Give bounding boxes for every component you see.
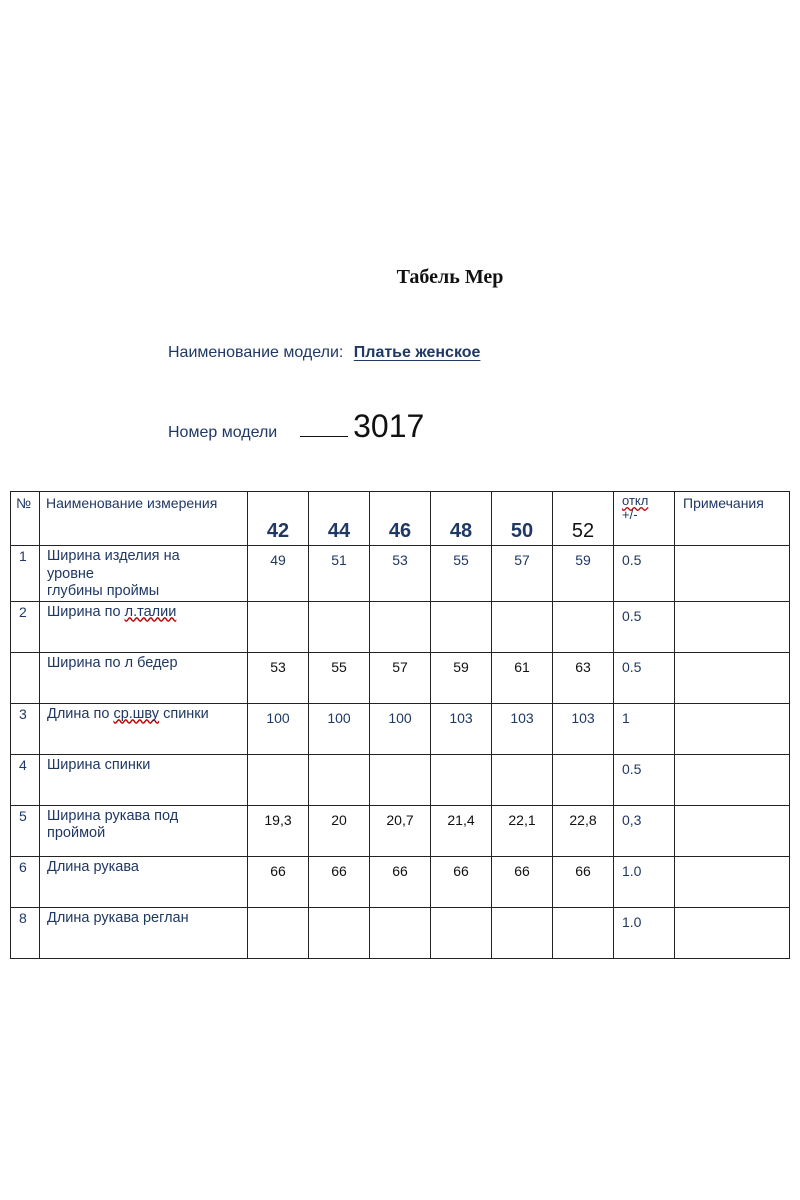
size-value	[431, 907, 492, 958]
size-value: 55	[309, 652, 370, 703]
measurement-name-line: проймой	[47, 825, 106, 841]
model-name-label: Наименование модели:	[168, 344, 344, 361]
measurement-name	[40, 754, 248, 805]
measurement-name-line: Ширина изделия на	[47, 548, 180, 564]
page-title: Табель Мер	[396, 266, 504, 288]
tolerance-value: 0.5	[614, 546, 675, 602]
table-row	[11, 754, 790, 805]
tolerance-value: 0.5	[614, 754, 675, 805]
header-size-50	[492, 492, 553, 546]
measurement-name-line: уровне	[47, 565, 94, 582]
measurement-name	[40, 856, 248, 907]
size-value: 49	[248, 546, 309, 602]
size-value: 61	[492, 652, 553, 703]
size-label: 42	[266, 520, 290, 542]
size-value: 59	[431, 652, 492, 703]
measurement-name-line: Длина рукава реглан	[47, 909, 189, 926]
size-value	[370, 601, 431, 652]
size-label: 48	[449, 520, 473, 542]
header-size-44	[309, 492, 370, 546]
size-value	[553, 601, 614, 652]
header-name: Наименование измерения	[40, 492, 248, 546]
size-value	[370, 907, 431, 958]
header-size-48	[431, 492, 492, 546]
size-value: 66	[492, 856, 553, 907]
tolerance-value: 0.5	[614, 652, 675, 703]
size-value: 21,4	[431, 805, 492, 856]
note-cell	[675, 805, 790, 856]
row-number	[11, 652, 40, 703]
header-size-46	[370, 492, 431, 546]
tolerance-value: 1	[614, 703, 675, 754]
table-row	[11, 856, 790, 907]
measurement-name-part: л.талии	[124, 603, 177, 620]
size-value: 22,1	[492, 805, 553, 856]
note-cell	[675, 907, 790, 958]
size-value	[553, 754, 614, 805]
size-value: 53	[248, 652, 309, 703]
tolerance-value: 1.0	[614, 907, 675, 958]
size-label: 46	[388, 520, 412, 542]
size-value: 103	[553, 703, 614, 754]
note-cell	[675, 601, 790, 652]
size-value	[309, 601, 370, 652]
model-name-row	[168, 344, 480, 362]
measurement-name	[40, 652, 248, 703]
size-value	[309, 907, 370, 958]
size-value: 100	[309, 703, 370, 754]
size-label: 44	[327, 520, 351, 542]
measurement-name-part: Ширина по	[47, 603, 125, 620]
size-value: 103	[492, 703, 553, 754]
model-number-value: 3017	[353, 408, 425, 444]
size-value	[248, 601, 309, 652]
measurement-name-line: Ширина по л бедер	[47, 654, 178, 671]
tolerance-label: откл	[622, 493, 649, 508]
row-number: 2	[11, 601, 40, 652]
table-header-row	[11, 492, 790, 546]
size-label: 52	[571, 520, 595, 542]
size-value	[248, 754, 309, 805]
size-label: 50	[510, 520, 534, 542]
size-value: 59	[553, 546, 614, 602]
note-cell	[675, 754, 790, 805]
row-number: 3	[11, 703, 40, 754]
header-size-42	[248, 492, 309, 546]
note-cell	[675, 703, 790, 754]
header-notes: Примечания	[675, 492, 790, 546]
measurement-name	[40, 703, 248, 754]
size-value	[492, 907, 553, 958]
row-number: 5	[11, 805, 40, 856]
row-number: 8	[11, 907, 40, 958]
size-value	[370, 754, 431, 805]
note-cell	[675, 856, 790, 907]
size-value: 22,8	[553, 805, 614, 856]
measurement-name	[40, 601, 248, 652]
table-row	[11, 703, 790, 754]
size-value: 63	[553, 652, 614, 703]
measurement-name	[40, 907, 248, 958]
measurement-name	[40, 546, 248, 602]
table-row	[11, 601, 790, 652]
size-value: 51	[309, 546, 370, 602]
model-name-value: Платье женское	[353, 344, 481, 361]
size-value: 57	[370, 652, 431, 703]
measurement-name-part: спинки	[159, 705, 209, 722]
tolerance-value: 0,3	[614, 805, 675, 856]
header-size-52	[553, 492, 614, 546]
size-value: 53	[370, 546, 431, 602]
size-value	[492, 601, 553, 652]
table-row	[11, 652, 790, 703]
size-value: 20,7	[370, 805, 431, 856]
note-cell	[675, 546, 790, 602]
size-value	[248, 907, 309, 958]
measurement-name	[40, 805, 248, 856]
row-number: 6	[11, 856, 40, 907]
size-value: 100	[248, 703, 309, 754]
tolerance-value: 0.5	[614, 601, 675, 652]
model-number-label: Номер модели	[168, 424, 278, 441]
size-value: 19,3	[248, 805, 309, 856]
table-row	[11, 805, 790, 856]
measurement-name-part: Длина по	[47, 705, 114, 722]
size-value: 103	[431, 703, 492, 754]
size-value: 100	[370, 703, 431, 754]
size-value: 66	[431, 856, 492, 907]
tolerance-value: 1.0	[614, 856, 675, 907]
model-number-row	[168, 408, 424, 445]
size-value: 55	[431, 546, 492, 602]
model-number-underline	[300, 436, 348, 437]
tolerance-sign: +/-	[622, 507, 638, 522]
header-tolerance	[614, 492, 675, 546]
note-cell	[675, 652, 790, 703]
measurement-name-part: ср.шву	[113, 705, 160, 722]
size-value: 57	[492, 546, 553, 602]
size-value: 66	[248, 856, 309, 907]
size-value: 66	[370, 856, 431, 907]
size-value	[309, 754, 370, 805]
size-value	[553, 907, 614, 958]
table-row	[11, 546, 790, 602]
measurement-name-line: Длина рукава	[47, 858, 139, 875]
size-value	[431, 754, 492, 805]
size-value	[431, 601, 492, 652]
measurement-name-line: Ширина спинки	[47, 756, 151, 773]
size-value: 66	[553, 856, 614, 907]
row-number: 4	[11, 754, 40, 805]
header-num: №	[11, 492, 40, 546]
size-value: 66	[309, 856, 370, 907]
measurement-name-line: глубины проймы	[47, 583, 160, 599]
measurement-name-line: Ширина рукава под	[47, 807, 179, 824]
size-value	[492, 754, 553, 805]
table-row	[11, 907, 790, 958]
size-value: 20	[309, 805, 370, 856]
row-number: 1	[11, 546, 40, 602]
measurements-table	[10, 491, 790, 959]
